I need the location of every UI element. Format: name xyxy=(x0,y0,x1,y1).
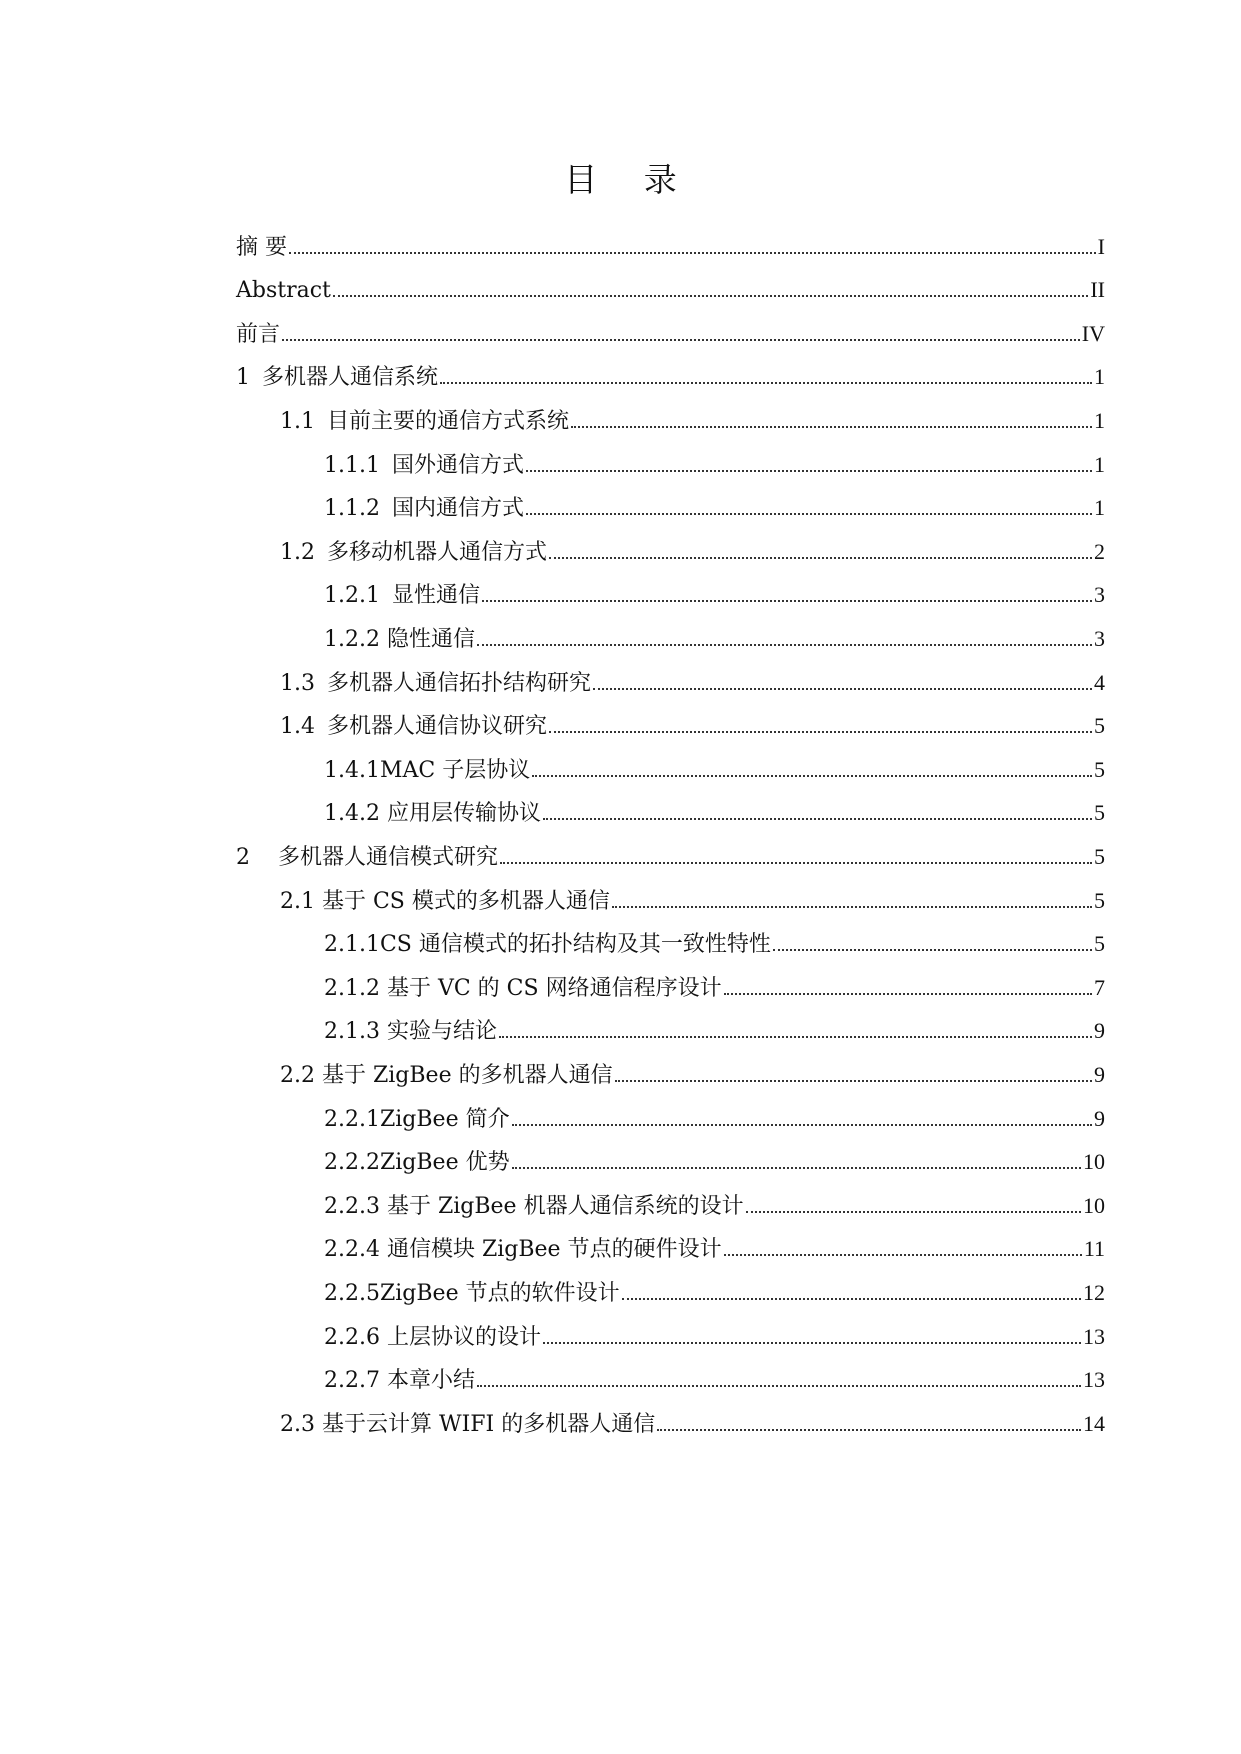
toc-page-number: 13 xyxy=(1083,1324,1105,1349)
toc-entry[interactable] xyxy=(324,1278,1105,1314)
toc-entry-title: 2.2.6 上层协议的设计 xyxy=(324,1325,541,1350)
toc-page-number: 1 xyxy=(1094,408,1105,433)
dot-leader xyxy=(593,687,1092,690)
toc-entry-title: 2.1 基于 CS 模式的多机器人通信 xyxy=(280,889,610,914)
toc-entry[interactable] xyxy=(324,493,1105,529)
toc-page-number: 9 xyxy=(1094,1106,1105,1131)
toc-page-number: 3 xyxy=(1094,626,1105,651)
toc-entry-title: 2.2 基于 ZigBee 的多机器人通信 xyxy=(280,1063,613,1088)
toc-page-number: 7 xyxy=(1094,975,1105,1000)
toc-page-number: 13 xyxy=(1083,1367,1105,1392)
toc-page-number: 3 xyxy=(1094,582,1105,607)
toc-entry-number: 1.4 xyxy=(280,714,315,739)
dot-leader xyxy=(526,512,1092,515)
toc-page-number: 5 xyxy=(1094,800,1105,825)
toc-entry-title: 多移动机器人通信方式 xyxy=(327,540,548,565)
toc-entry-title: 1.4.1MAC 子层协议 xyxy=(324,758,531,783)
dot-leader xyxy=(477,1384,1081,1387)
toc-page-number: 11 xyxy=(1083,1236,1105,1261)
dot-leader xyxy=(543,1341,1081,1344)
dot-leader xyxy=(571,425,1092,428)
toc-entry-title: 前言 xyxy=(236,322,281,347)
toc-entry-number: 1.3 xyxy=(280,671,315,696)
toc-entry[interactable] xyxy=(324,1147,1105,1183)
toc-entry[interactable] xyxy=(324,798,1105,834)
toc-page-number: 5 xyxy=(1094,713,1105,738)
toc-entry[interactable] xyxy=(324,1365,1105,1401)
toc-entry-title: 2.2.3 基于 ZigBee 机器人通信系统的设计 xyxy=(324,1194,744,1219)
dot-leader xyxy=(477,643,1092,646)
toc-entry[interactable] xyxy=(280,1060,1105,1096)
toc-entry[interactable] xyxy=(280,886,1105,922)
toc-page-number: 4 xyxy=(1094,670,1105,695)
toc-entry-title: 摘 要 xyxy=(236,235,287,260)
toc-page-number: 9 xyxy=(1094,1018,1105,1043)
toc-page-number: 5 xyxy=(1094,931,1105,956)
toc-entry-number: 1.2 xyxy=(280,540,315,565)
dot-leader xyxy=(549,556,1092,559)
dot-leader xyxy=(333,294,1088,297)
toc-entry-number: 1.1 xyxy=(280,409,315,434)
toc-entry[interactable] xyxy=(280,406,1105,442)
toc-entry[interactable] xyxy=(324,929,1105,965)
toc-entry-number: 1.1.1 xyxy=(324,453,380,478)
toc-entry-title: 2.1.2 基于 VC 的 CS 网络通信程序设计 xyxy=(324,976,722,1001)
toc-page-number: 12 xyxy=(1083,1280,1105,1305)
toc-entry[interactable] xyxy=(324,973,1105,1009)
toc-entry[interactable] xyxy=(324,1234,1105,1270)
dot-leader xyxy=(512,1123,1092,1126)
toc-page-number: 1 xyxy=(1094,452,1105,477)
toc-page-number: 5 xyxy=(1094,757,1105,782)
toc-page-number: 5 xyxy=(1094,888,1105,913)
dot-leader xyxy=(773,948,1092,951)
toc-entry-title: Abstract xyxy=(236,278,331,303)
toc-entry[interactable] xyxy=(280,711,1105,747)
dot-leader xyxy=(500,861,1092,864)
toc-entry[interactable] xyxy=(324,1016,1105,1052)
toc-entry[interactable] xyxy=(236,275,1105,311)
dot-leader xyxy=(746,1210,1081,1213)
toc-page-number: 14 xyxy=(1083,1411,1105,1436)
toc-entry[interactable] xyxy=(324,1322,1105,1358)
toc-entry-title: 多机器人通信拓扑结构研究 xyxy=(327,671,592,696)
toc-entry-title: 目前主要的通信方式系统 xyxy=(327,409,570,434)
toc-entry-title: 2.2.5ZigBee 节点的软件设计 xyxy=(324,1281,620,1306)
dot-leader xyxy=(482,599,1092,602)
toc-entry-title: 显性通信 xyxy=(391,583,480,608)
page-title: 目 录 xyxy=(564,160,695,199)
dot-leader xyxy=(615,1079,1092,1082)
toc-entry[interactable] xyxy=(280,537,1105,573)
toc-entry-title: 2.1.1CS 通信模式的拓扑结构及其一致性特性 xyxy=(324,932,771,957)
toc-entry[interactable] xyxy=(236,842,1105,878)
dot-leader xyxy=(289,251,1096,254)
toc-entry[interactable] xyxy=(324,624,1105,660)
dot-leader xyxy=(499,1035,1092,1038)
toc-entry[interactable] xyxy=(236,319,1105,355)
dot-leader xyxy=(543,817,1092,820)
toc-page-number: 1 xyxy=(1094,495,1105,520)
toc-entry-number: 1.1.2 xyxy=(324,496,380,521)
dot-leader xyxy=(512,1166,1081,1169)
toc-entry-title: 多机器人通信系统 xyxy=(262,365,439,390)
toc-page-number: 2 xyxy=(1094,539,1105,564)
toc-entry[interactable] xyxy=(324,1104,1105,1140)
toc-page-number: I xyxy=(1097,234,1105,259)
toc-page-number: 5 xyxy=(1094,844,1105,869)
toc-page-number: 9 xyxy=(1094,1062,1105,1087)
toc-entry-title: 多机器人通信模式研究 xyxy=(278,845,499,870)
toc-entry-title: 2.1.3 实验与结论 xyxy=(324,1019,497,1044)
toc-entry-title: 国内通信方式 xyxy=(391,496,524,521)
dot-leader xyxy=(549,730,1092,733)
toc-entry-title: 1.2.2 隐性通信 xyxy=(324,627,475,652)
toc-entry[interactable] xyxy=(236,362,1105,398)
toc-page-number: 10 xyxy=(1083,1149,1105,1174)
toc-entry-title: 2.2.1ZigBee 简介 xyxy=(324,1107,510,1132)
dot-leader xyxy=(532,774,1092,777)
toc-entry-title: 2.3 基于云计算 WIFI 的多机器人通信 xyxy=(280,1412,656,1437)
toc-entry[interactable] xyxy=(236,232,1105,268)
dot-leader xyxy=(612,905,1092,908)
toc-page-number: 10 xyxy=(1083,1193,1105,1218)
dot-leader xyxy=(622,1297,1081,1300)
toc-entry-title: 2.2.2ZigBee 优势 xyxy=(324,1150,510,1175)
dot-leader xyxy=(440,381,1092,384)
dot-leader xyxy=(724,992,1092,995)
toc-entry-number: 2 xyxy=(236,845,250,870)
toc-entry-title: 2.2.4 通信模块 ZigBee 节点的硬件设计 xyxy=(324,1237,722,1262)
toc-entry[interactable] xyxy=(324,1191,1105,1227)
toc-entry[interactable] xyxy=(324,580,1105,616)
toc-entry[interactable] xyxy=(280,1409,1105,1445)
toc-entry-number: 1.2.1 xyxy=(324,583,380,608)
toc-entry[interactable] xyxy=(324,755,1105,791)
toc-page-number: II xyxy=(1090,277,1105,302)
toc-entry-number: 1 xyxy=(236,365,250,390)
dot-leader xyxy=(282,338,1080,341)
toc-entry[interactable] xyxy=(324,450,1105,486)
dot-leader xyxy=(526,469,1092,472)
dot-leader xyxy=(724,1253,1082,1256)
toc-entry-title: 1.4.2 应用层传输协议 xyxy=(324,801,541,826)
toc-entry[interactable] xyxy=(280,668,1105,704)
toc-entry-title: 2.2.7 本章小结 xyxy=(324,1368,475,1393)
toc-page-number: IV xyxy=(1081,321,1105,346)
toc-page-number: 1 xyxy=(1094,364,1105,389)
toc-entry-title: 多机器人通信协议研究 xyxy=(327,714,548,739)
dot-leader xyxy=(657,1428,1081,1431)
toc-entry-title: 国外通信方式 xyxy=(391,453,524,478)
